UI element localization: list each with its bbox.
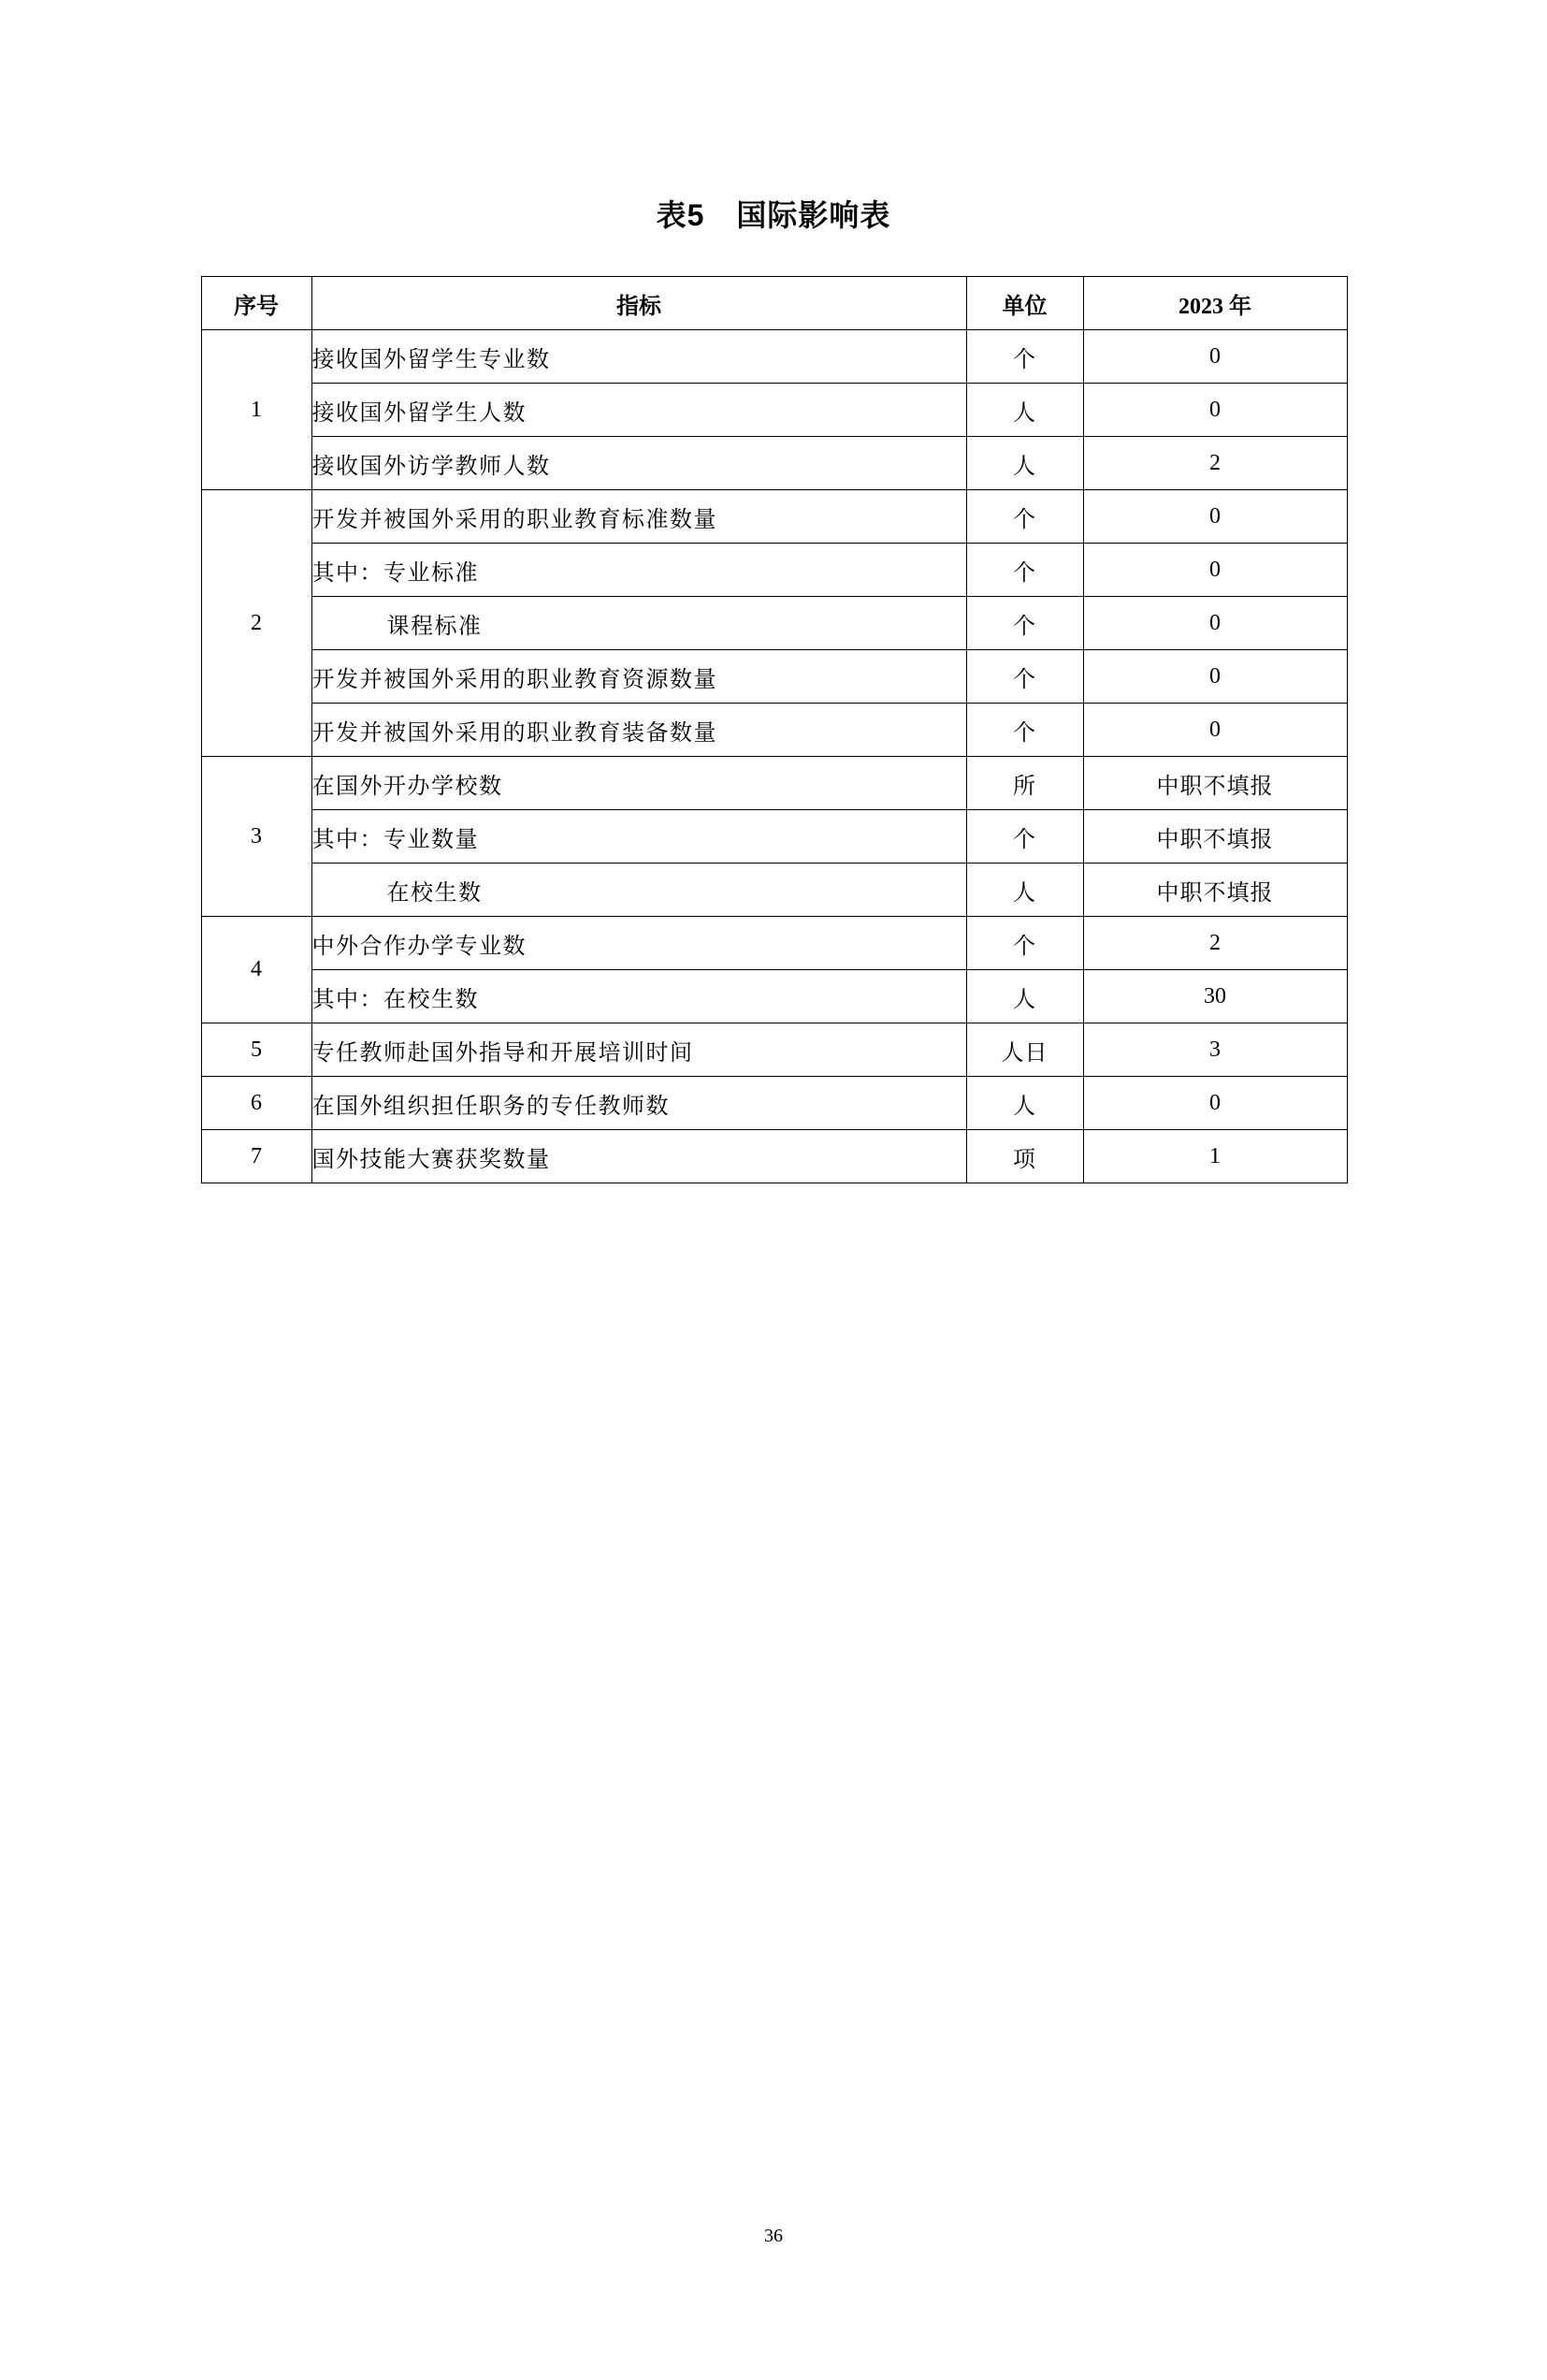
value-cell: 0 — [1083, 490, 1347, 544]
value-cell: 3 — [1083, 1023, 1347, 1077]
table-body — [201, 330, 1347, 1183]
indicator-cell: 课程标准 — [311, 597, 966, 650]
table-row — [201, 650, 1347, 704]
row-number-cell: 6 — [201, 1077, 311, 1130]
value-cell: 0 — [1083, 597, 1347, 650]
value-cell: 30 — [1083, 970, 1347, 1023]
unit-cell: 个 — [966, 490, 1083, 544]
table-row — [201, 384, 1347, 437]
value-cell: 中职不填报 — [1083, 810, 1347, 863]
table-row — [201, 757, 1347, 810]
indicator-cell: 其中：专业标准 — [311, 544, 966, 597]
table-row — [201, 1130, 1347, 1183]
row-number-cell: 1 — [201, 330, 311, 490]
table-row — [201, 544, 1347, 597]
unit-cell: 人 — [966, 863, 1083, 917]
value-cell: 1 — [1083, 1130, 1347, 1183]
indicator-cell: 开发并被国外采用的职业教育装备数量 — [311, 704, 966, 757]
unit-cell: 个 — [966, 544, 1083, 597]
page-title-text: 国际影响表 — [736, 198, 891, 232]
value-cell: 中职不填报 — [1083, 757, 1347, 810]
unit-cell: 人 — [966, 970, 1083, 1023]
unit-cell: 个 — [966, 597, 1083, 650]
value-cell: 中职不填报 — [1083, 863, 1347, 917]
row-number-cell: 2 — [201, 490, 311, 757]
unit-cell: 人 — [966, 384, 1083, 437]
row-number-cell: 7 — [201, 1130, 311, 1183]
indicator-cell: 其中：专业数量 — [311, 810, 966, 863]
unit-cell: 个 — [966, 650, 1083, 704]
table-row — [201, 330, 1347, 384]
table-row — [201, 810, 1347, 863]
indicator-cell: 开发并被国外采用的职业教育标准数量 — [311, 490, 966, 544]
indicator-cell: 在校生数 — [311, 863, 966, 917]
unit-cell: 个 — [966, 330, 1083, 384]
value-cell: 2 — [1083, 437, 1347, 490]
unit-cell: 所 — [966, 757, 1083, 810]
value-cell: 2 — [1083, 917, 1347, 970]
unit-cell: 人 — [966, 1077, 1083, 1130]
table-row — [201, 597, 1347, 650]
value-cell: 0 — [1083, 704, 1347, 757]
header-year: 2023 年 — [1083, 277, 1347, 330]
unit-cell: 人日 — [966, 1023, 1083, 1077]
indicator-cell: 中外合作办学专业数 — [311, 917, 966, 970]
indicator-cell: 接收国外访学教师人数 — [311, 437, 966, 490]
unit-cell: 个 — [966, 810, 1083, 863]
header-unit: 单位 — [966, 277, 1083, 330]
value-cell: 0 — [1083, 1077, 1347, 1130]
international-influence-table — [201, 276, 1348, 1183]
value-cell: 0 — [1083, 544, 1347, 597]
table-row — [201, 490, 1347, 544]
value-cell: 0 — [1083, 384, 1347, 437]
indicator-cell: 在国外组织担任职务的专任教师数 — [311, 1077, 966, 1130]
indicator-cell: 其中：在校生数 — [311, 970, 966, 1023]
unit-cell: 个 — [966, 704, 1083, 757]
value-cell: 0 — [1083, 650, 1347, 704]
unit-cell: 个 — [966, 917, 1083, 970]
document-page — [0, 192, 1547, 2380]
header-no: 序号 — [201, 277, 311, 330]
indicator-cell: 国外技能大赛获奖数量 — [311, 1130, 966, 1183]
table-row — [201, 1023, 1347, 1077]
table-header-row — [201, 277, 1347, 330]
table-row — [201, 704, 1347, 757]
page-title — [0, 192, 1547, 235]
page-title-label: 表5 — [656, 198, 705, 232]
indicator-cell: 专任教师赴国外指导和开展培训时间 — [311, 1023, 966, 1077]
table-row — [201, 1077, 1347, 1130]
table-row — [201, 437, 1347, 490]
header-indicator: 指标 — [311, 277, 966, 330]
indicator-cell: 开发并被国外采用的职业教育资源数量 — [311, 650, 966, 704]
row-number-cell: 3 — [201, 757, 311, 917]
international-influence-table-wrapper — [201, 276, 1347, 1183]
table-row — [201, 863, 1347, 917]
table-row — [201, 970, 1347, 1023]
table-header — [201, 277, 1347, 330]
table-row — [201, 917, 1347, 970]
value-cell: 0 — [1083, 330, 1347, 384]
row-number-cell: 5 — [201, 1023, 311, 1077]
indicator-cell: 接收国外留学生人数 — [311, 384, 966, 437]
indicator-cell: 接收国外留学生专业数 — [311, 330, 966, 384]
page-number: 36 — [764, 2226, 783, 2246]
unit-cell: 项 — [966, 1130, 1083, 1183]
unit-cell: 人 — [966, 437, 1083, 490]
row-number-cell: 4 — [201, 917, 311, 1023]
indicator-cell: 在国外开办学校数 — [311, 757, 966, 810]
